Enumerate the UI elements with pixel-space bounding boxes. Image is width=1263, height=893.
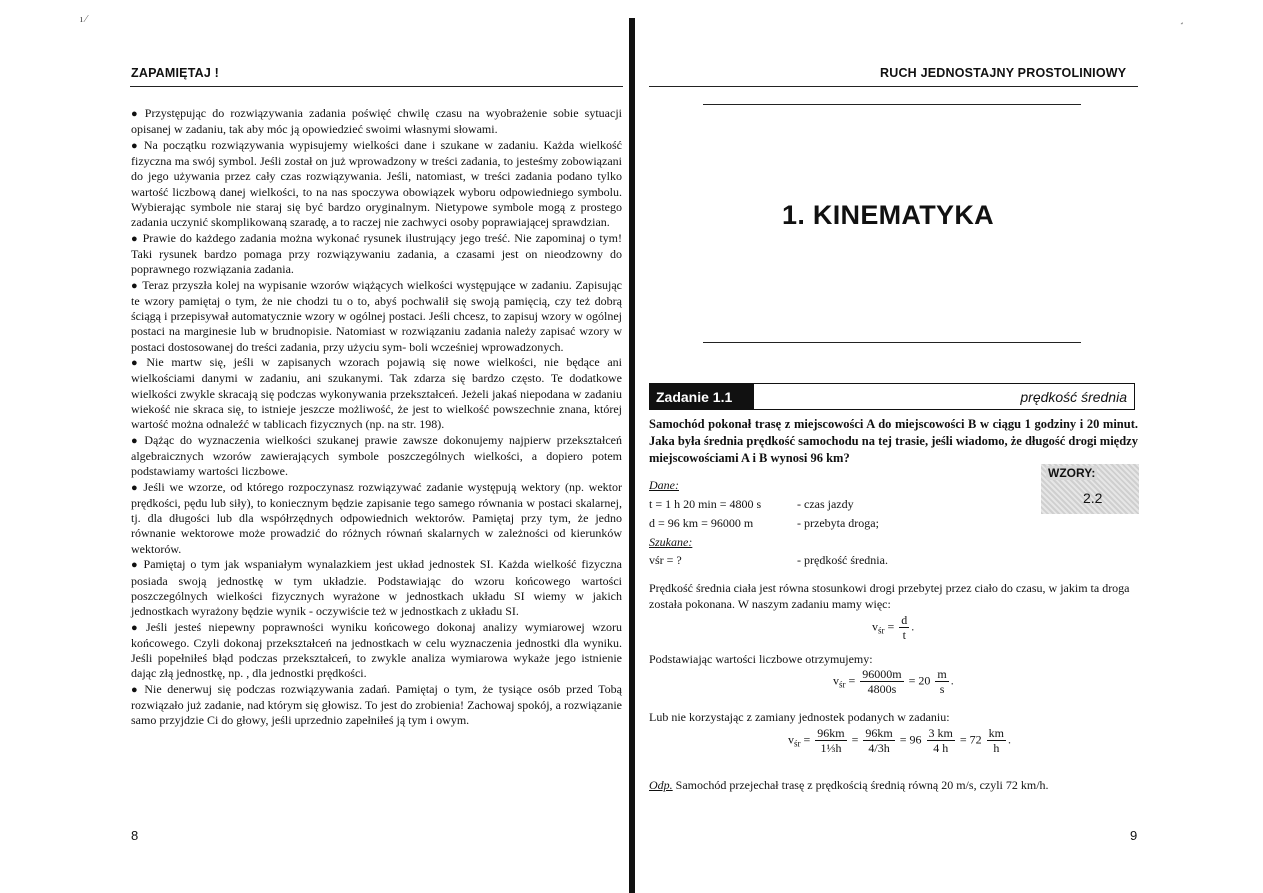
chapter-rule-bottom bbox=[703, 342, 1081, 343]
substitution-text: Podstawiając wartości liczbowe otrzymujemy: bbox=[649, 652, 873, 666]
task-topic: prędkość średnia bbox=[1020, 388, 1127, 405]
given-distance: d = 96 km = 96000 m bbox=[649, 516, 754, 530]
scan-mark: ı ⁄ bbox=[80, 14, 87, 25]
answer-label: Odp. bbox=[649, 778, 673, 792]
bullet-icon: ● bbox=[131, 357, 143, 370]
scan-mark: ˼ bbox=[1180, 14, 1184, 25]
left-page-body bbox=[131, 106, 622, 729]
paragraph: ● Jeśli we wzorze, od którego rozpoczynasz rozwiązywać zadanie występują wektory (np. wektor prędkości, pędu lub siły), to koniecznym będzie zapisanie tego samego równania w postaci skalarnej, tj. dla długości lub dla współrzędnych odpowiednich wektorów. Pamiętaj przy tym, że jedno równanie wektorowe może prowadzić do różnych równań skalarnych w zależności od kierunków wektorów. bbox=[131, 479, 622, 556]
formula-si: $v_{śr}$ = $\frac{96000m}{4800s}$ = 20 $\frac{m}{s}$ . bbox=[833, 667, 954, 696]
right-page-number: 9 bbox=[1130, 828, 1138, 843]
bullet-icon: ● bbox=[131, 108, 141, 120]
left-page-number: 8 bbox=[131, 828, 139, 843]
bullet-icon: ● bbox=[131, 279, 139, 292]
sought-speed: vśr = ? bbox=[649, 553, 682, 567]
given-distance-desc: - przebyta droga; bbox=[797, 516, 879, 530]
paragraph: ● Prawie do każdego zadania można wykonać rysunek ilustrujący jego treść. Nie zapominaj o tym! Taki rysunek bardzo pomaga przy rozwiązywaniu zadania, a czasami jest on nieodzowny do poprawnego rozwiązania zadania. bbox=[131, 230, 622, 277]
problem-statement: Samochód pokonał trasę z miejscowości A do miejscowości B w ciągu 1 godziny i 20 minut. Jaka była średnia prędkość samochodu na tej trasie, jeśli wiadomo, że długość drogi między miejscowościami A i B wynosi 96 km? bbox=[649, 417, 1138, 465]
sought-label: Szukane: bbox=[649, 535, 693, 549]
right-page-header: RUCH JEDNOSTAJNY PROSTOLINIOWY bbox=[880, 66, 1127, 80]
paragraph: ● Nie martw się, jeśli w zapisanych wzorach pojawią się nowe wielkości, nie będące ani wielkościami danymi w zadaniu, ani szukanymi. Tak zdarza się bardzo często. Te dodatkowe wielkości zwykle skracają się podczas wykonywania przekształceń. Jeżeli jakaś niepodana w zadaniu wiekość nie skraca się, to istnieje jeszcze możliwość, że jest to wielkość powszechnie znana, której wartość można odnaleźć w tablicach fizycznych (np. na str. 198). bbox=[131, 355, 622, 432]
task-label: Zadanie 1.1 bbox=[650, 384, 754, 409]
formula-reference-label: WZORY: bbox=[1048, 466, 1096, 480]
paragraph: ● Pamiętaj o tym jak wspaniałym wynalazkiem jest układ jednostek SI. Każda wielkość fizyczna posiada swoją jednostkę w tym układzie. Podstawiając do wzoru końcowego wartości poszczególnych wielkości fizycznych wyrażone w jednostkach układu SI wiemy w jakich jednostkach wyrażony będzie wynik - oczywiście też w jednostkach z układu SI. bbox=[131, 557, 622, 618]
explanation-text: Prędkość średnia ciała jest równa stosunkowi drogi przebytej przez ciało do czasu, w jakim ta droga została pokonana. W naszym zadaniu mamy więc: bbox=[649, 581, 1130, 611]
answer bbox=[649, 777, 1138, 793]
left-page-header: ZAPAMIĘTAJ ! bbox=[131, 66, 220, 80]
bullet-icon: ● bbox=[131, 139, 140, 152]
bullet-icon: ● bbox=[131, 621, 142, 634]
bullet-icon: ● bbox=[131, 684, 141, 697]
formula-definition: $v_{śr}$ = $\frac{d}{t}$ . bbox=[872, 613, 915, 642]
bullet-icon: ● bbox=[131, 481, 140, 494]
given-label: Dane: bbox=[649, 478, 679, 492]
book-spine bbox=[629, 18, 635, 893]
given-time: t = 1 h 20 min = 4800 s bbox=[649, 497, 762, 511]
chapter-rule-top bbox=[703, 104, 1081, 105]
answer-text: Samochód przejechał trasę z prędkością średnią równą 20 m/s, czyli 72 km/h. bbox=[675, 778, 1049, 792]
header-rule bbox=[130, 86, 623, 87]
paragraph: ● Jeśli jesteś niepewny poprawności wyniku końcowego dokonaj analizy wymiarowej wzoru końcowego. Czyli dokonaj przekształceń na jednostkach w celu wyznaczenia jednostki dla wyniku. Jeśli popełniłeś błąd podczas przekształceń, to zwykle analiza wymiarowa wykaże jego istnienie dając złą jednostkę, np. , dla jednostki prędkości. bbox=[131, 619, 623, 681]
formula-reference-number: 2.2 bbox=[1083, 490, 1103, 506]
header-rule bbox=[649, 86, 1138, 87]
paragraph: ● Teraz przyszła kolej na wypisanie wzorów wiążących wielkości występujące w zadaniu. Zapisując te wzory pamiętaj o tym, że nie chodzi tu o to, abyś pochwalił się swoją pamięcią, czy też dobrą ściągą i przepisywał automatycznie wzory w ogólnej postaci. Jeśli chcesz, to zapisuj wzory w ogólnej postaci na marginesie lub w brudnopisie. Natomiast w rozwiązaniu zadania należy zapisać wzory w postaci dostosowanej do treści zadania, przy użyciu sym- boli wcześniej wprowadzonych. bbox=[131, 277, 622, 354]
paragraph: ● Przystępując do rozwiązywania zadania poświęć chwilę czasu na wyobrażenie sobie sytuacji opisanej w zadaniu, tak aby móc ją opowiedzieć swoimi własnymi słowami. bbox=[131, 106, 622, 137]
task-header bbox=[649, 383, 1135, 410]
paragraph: ● Nie denerwuj się podczas rozwiązywania zadań. Pamiętaj o tym, że tysiące osób przed Tobą rozwiązało już zadanie, nad którym się głowisz. To jest do zrobienia! Zachowaj spokój, a rozwiązanie samo przyjdzie Ci do głowy, jeśli uprzednio zapełniłeś ją tym i owym. bbox=[131, 682, 622, 728]
sought-speed-desc: - prędkość średnia. bbox=[797, 553, 888, 567]
chapter-title: 1. KINEMATYKA bbox=[782, 200, 994, 230]
paragraph: ● Dążąc do wyznaczenia wielkości szukanej prawie zawsze dokonujemy najpierw przekształceń algebraicznych wzorów zawierających symbole poszczególnych wielkości, a dopiero potem podstawiamy wartości liczbowe. bbox=[131, 432, 622, 479]
bullet-icon: ● bbox=[131, 559, 140, 572]
bullet-icon: ● bbox=[131, 434, 141, 447]
bullet-icon: ● bbox=[131, 232, 139, 245]
formula-kmh: $v_{śr}$ = $\frac{96km}{\text{1⅓h}}$ = $\frac{96km}{4/3h}$ = 96 $\frac{3 km}{4 h}$ = 72 $\frac{km}{h}$ . bbox=[788, 726, 1011, 755]
given-time-desc: - czas jazdy bbox=[797, 497, 854, 511]
formula-reference-box bbox=[1041, 464, 1139, 514]
alternative-text: Lub nie korzystając z zamiany jednostek podanych w zadaniu: bbox=[649, 710, 950, 724]
paragraph: ● Na początku rozwiązywania wypisujemy wielkości dane i szukane w zadaniu. Każda wielkość fizyczna ma swój symbol. Jeśli został on już wprowadzony w treści zadania, to jesteśmy zobowiązani do jego używania przez cały czas rozwiązywania. Jeśli, natomiast, w treści zadania podano tylko wartość liczbową danej wielkości, to na nas spoczywa obowiązek wyboru odpowiedniego symbolu. Wybierając symbole nie staraj się być bardzo oryginalnym. Nietypowe symbole mogą z prostego zadania uczynić skomplikowaną szaradę, a to raczej nie zachwyci osoby poprawiającej sprawdzian. bbox=[131, 137, 623, 229]
